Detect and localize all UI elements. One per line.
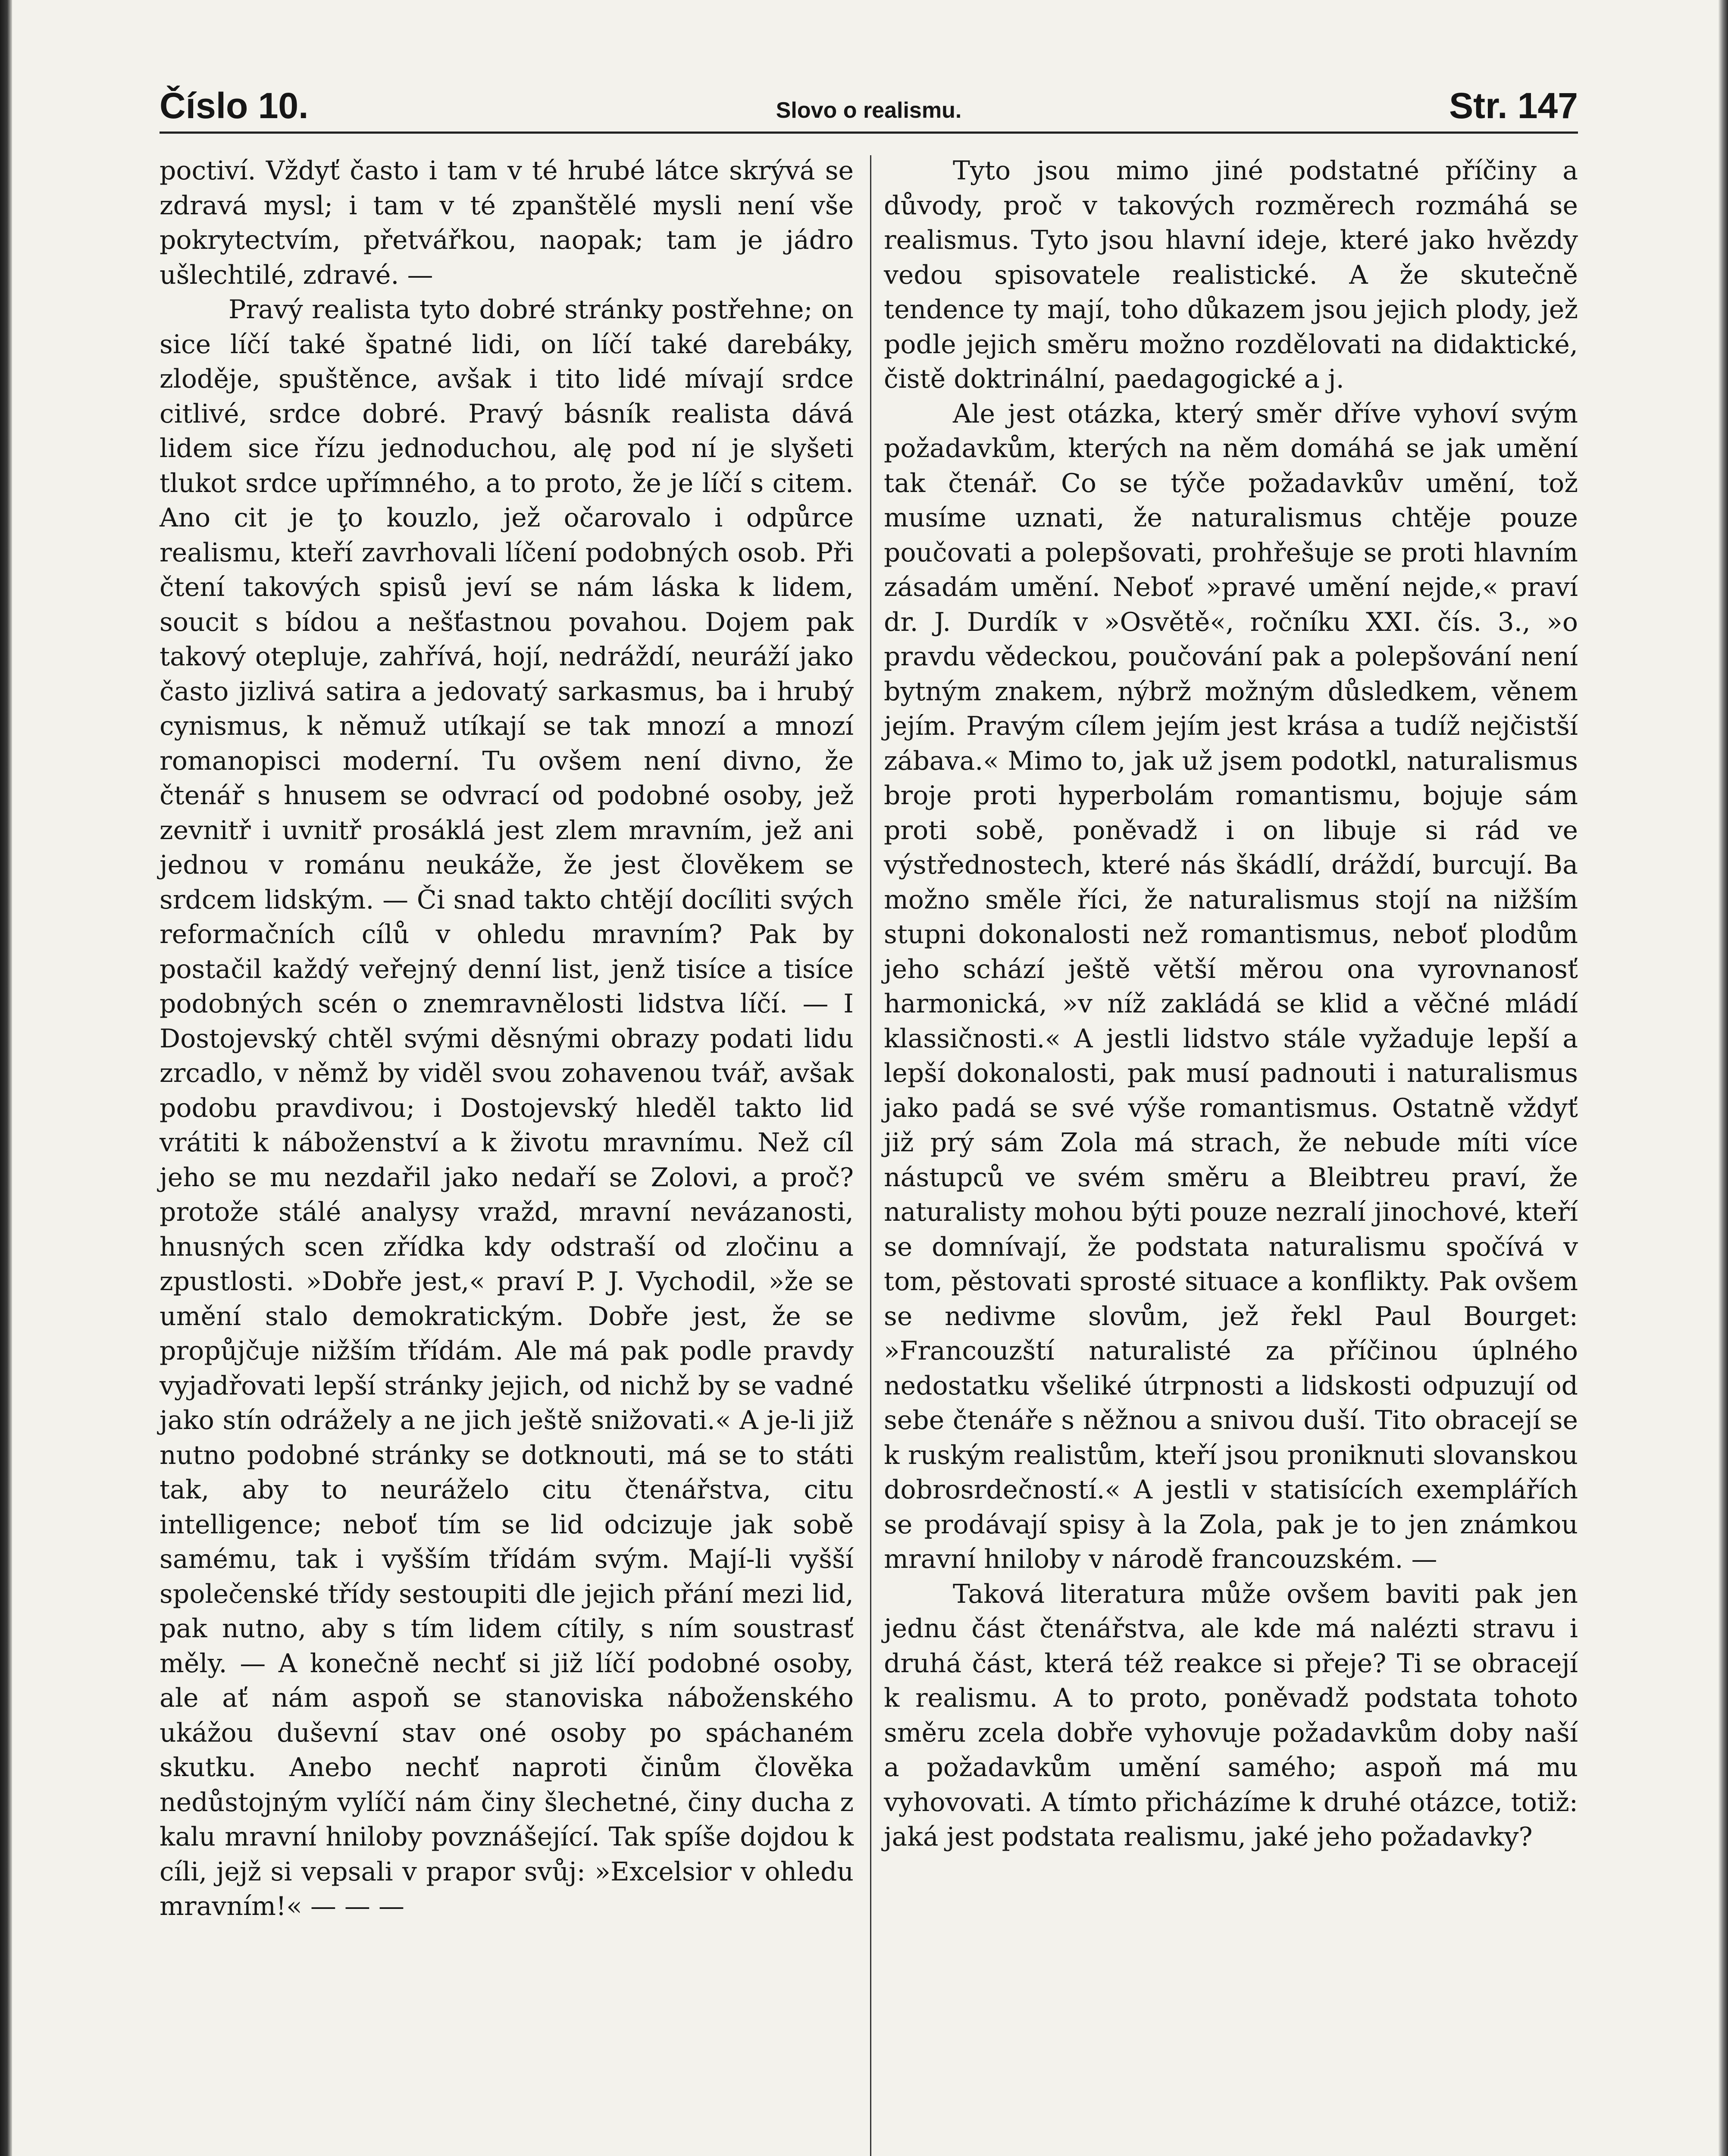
running-header <box>160 86 1578 134</box>
page-number: Str. 147 <box>1449 85 1578 126</box>
page-right-edge <box>1719 0 1728 2156</box>
left-paragraph-2: Pravý realista tyto dobré stránky postřehne; on sice líčí také špatné lidi, on líčí také darebáky, zloděje, spuštěnce, avšak i tito lidé mívají srdce citlivé, srdce dobré. Pravý básník realista dává lidem sice řízu jednoduchou, alę pod ní je slyšeti tlukot srdce upřímného, a to proto, že je líčí s citem. Ano cit je ţo kouzlo, jež očarovalo i odpůrce realismu, kteří zavrhovali líčení podobných osob. Při čtení takových spisů jeví se nám láska k lidem, soucit s bídou a nešťastnou povahou. Dojem pak takový otepluje, zahřívá, hojí, nedráždí, neuráží jako často jizlivá satira a jedovatý sarkasmus, ba i hrubý cynismus, k němuž utíkají se tak mnozí a mnozí romanopisci moderní. Tu ovšem není divno, že čtenář s hnusem se odvrací od podobné osoby, jež zevnitř i uvnitř prosáklá jest zlem mravním, jež ani jednou v románu neukáže, že jest člověkem se srdcem lidským. — Či snad takto chtějí docíliti svých reformačních cílů v ohledu mravním? Pak by postačil každý veřejný denní list, jenž tisíce a tisíce podobných scén o znemravnělosti lidstva líčí. — I Dostojevský chtěl svými děsnými obrazy podati lidu zrcadlo, v němž by viděl svou zohavenou tvář, avšak podobu pravdivou; i Dostojevský hleděl takto lid vrátiti k náboženství a k životu mravnímu. Než cíl jeho se mu nezdařil jako nedaří se Zolovi, a proč? protože stálé analysy vražd, mravní nevázanosti, hnusných scen zřídka kdy odstraší od zločinu a zpustlosti. »Dobře jest,« praví P. J. Vychodil, »že se umění stalo demokratickým. Dobře jest, že se propůjčuje nižším třídám. Ale má pak podle pravdy vyjadřovati lepší stránky jejich, od nichž by se vadné jako stín odrážely a ne jich ještě snižovati.« A je-li již nutno podobné stránky se dotknouti, má se to státi tak, aby to neuráželo citu čtenářstva, citu intelligence; neboť tím se lid odcizuje jak sobě samému, tak i vyšším třídám svým. Mají-li vyšší společenské třídy sestoupiti dle jejich přání mezi lid, pak nutno, aby s tím lidem cítily, s ním soustrasť měly. — A konečně nechť si již líčí podobné osoby, ale ať nám aspoň se stanoviska náboženského ukážou duševní stav oné osoby po spáchaném skutku. Anebo nechť naproti činům člověka nedůstojným vylíčí nám činy šlechetné, činy ducha z kalu mravní hniloby povznášející. Tak spíše dojdou k cíli, jejž si vepsali v prapor svůj: »Excelsior v ohledu mravním!« — — — <box>160 295 854 1921</box>
article-title: Slovo o realismu. <box>776 98 962 123</box>
header-rule <box>160 132 1578 134</box>
right-paragraph-1: Tyto jsou mimo jiné podstatné příčiny a důvody, proč v takových rozměrech rozmáhá se realismus. Tyto jsou hlavní ideje, které jako hvězdy vedou spisovatele realistické. A že skutečně tendence ty mají, toho důkazem jsou jejich plody, jež podle jejich směru možno rozdělovati na didaktické, čistě doktrinální, paedagogické a j. <box>884 156 1578 394</box>
right-paragraph-2: Ale jest otázka, který směr dříve vyhoví svým požadavkům, kterých na něm domáhá se jak umění tak čtenář. Co se týče požadavkův umění, tož musíme uznati, že naturalismus chtěje pouze poučovati a polepšovati, prohřešuje se proti hlavním zásadám umění. Neboť »pravé umění nejde,« praví dr. J. Durdík v »Osvětě«, ročníku XXI. čís. 3., »o pravdu vědeckou, poučování pak a polepšování není bytným znakem, nýbrž možným důsledkem, věnem jejím. Pravým cílem jejím jest krása a tudíž nejčistší zábava.« Mimo to, jak už jsem podotkl, naturalismus broje proti hyperbolám romantismu, bojuje sám proti sobě, poněvadž i on libuje si rád ve výstřednostech, které nás škádlí, dráždí, burcují. Ba možno směle říci, že naturalismus stojí na nižším stupni dokonalosti než romantismus, neboť plodům jeho schází ještě větší měrou ona vyrovnanosť harmonická, »v níž zakládá se klid a věčné mládí klassičnosti.« A jestli lidstvo stále vyžaduje lepší a lepší dokonalosti, pak musí padnouti i naturalismus jako padá se své výše romantismus. Ostatně vždyť již prý sám Zola má strach, že nebude míti více nástupců ve svém směru a Bleibtreu praví, že naturalisty mohou býti pouze nezralí jinochové, kteří se domnívají, že podstata naturalismu spočívá v tom, pěstovati sprosté situace a konflikty. Pak ovšem se nedivme slovům, jež řekl Paul Bourget: »Francouzští naturalisté za příčinou úplného nedostatku všeliké útrpnosti a lidskosti odpuzují od sebe čtenáře s něžnou a snivou duší. Tito obracejí se k ruským realistům, kteří jsou proniknuti slovanskou dobrosrdečností.« A jestli v statisících exemplářích se prodávají spisy à la Zola, pak je to jen známkou mravní hniloby v národě francouzském. — <box>884 398 1578 1574</box>
right-paragraph-3: Taková literatura může ovšem baviti pak jen jednu část čtenářstva, ale kde má nalézti stravu i druhá část, která též reakce si přeje? Ti se obracejí k realismu. A to proto, poněvadž podstata tohoto směru zcela dobře vyhovuje požadavkům doby naší a požadavkům umění samého; aspoň má mu vyhovovati. A tímto přicházíme k druhé otázce, totiž: jaká jest podstata realismu, jaké jeho požadavky? <box>884 1579 1578 1852</box>
left-paragraph-1: poctiví. Vždyť často i tam v té hrubé látce skrývá se zdravá mysl; i tam v té zpanštělé mysli není vše pokrytectvím, přetvářkou, naopak; tam je jádro ušlechtilé, zdravé. — <box>160 156 854 290</box>
column-divider <box>870 155 871 2156</box>
issue-number: Číslo 10. <box>160 85 309 126</box>
left-column <box>160 154 854 1924</box>
page-left-edge <box>0 0 12 2156</box>
right-column <box>884 154 1578 1855</box>
